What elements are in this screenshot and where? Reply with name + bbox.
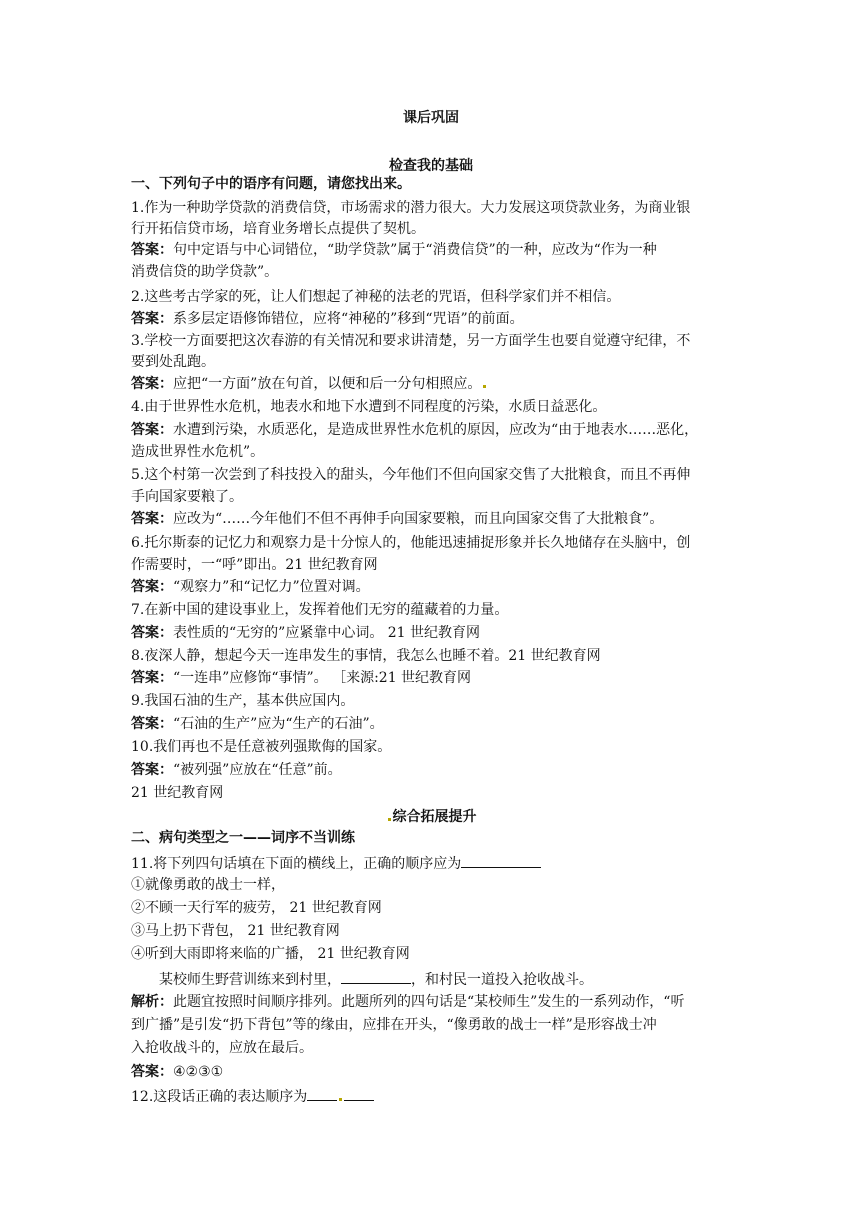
analysis11-line1 bbox=[131, 993, 684, 1011]
q6-line2: 作需要时，一“呼”即出。21 世纪教育网 bbox=[131, 557, 378, 573]
q5-line1: 5.这个村第一次尝到了科技投入的甜头，今年他们不但向国家交售了大批粮食，而且不再伸 bbox=[131, 467, 691, 483]
analysis-label: 解析： bbox=[131, 994, 173, 1010]
a1-text: 句中定语与中心词错位，“助学贷款”属于“消费信贷”的一种，应改为“作为一种 bbox=[173, 242, 657, 258]
section-heading-basics: 检查我的基础 bbox=[389, 158, 473, 174]
analysis11-line2: 到广播”是引发“扔下背包”等的缘由，应排在开头，“像勇敢的战士一样”是形容战士冲 bbox=[131, 1017, 657, 1033]
q5-line2: 手向国家要粮了。 bbox=[131, 489, 243, 505]
a7 bbox=[131, 624, 480, 642]
part1-heading: 一、下列句子中的语序有问题，请您找出来。 bbox=[131, 176, 411, 192]
q3-line1: 3.学校一方面要把这次春游的有关情况和要求讲清楚，另一方面学生也要自觉遵守纪律，不 bbox=[131, 333, 691, 349]
q11 bbox=[131, 853, 541, 873]
q11-option-3: ③马上扔下背包， 21 世纪教育网 bbox=[131, 923, 340, 939]
analysis11-text: 此题宜按照时间顺序排列。此题所列的四句话是“某校师生”发生的一系列动作，“听 bbox=[173, 994, 685, 1010]
q1-line1: 1.作为一种助学贷款的消费信贷，市场需求的潜力很大。大力发展这项贷款业务，为商业银 bbox=[131, 200, 691, 216]
part2-heading: 二、病句类型之一——词序不当训练 bbox=[131, 830, 355, 846]
a2 bbox=[131, 310, 524, 328]
q8: 8.夜深人静，想起今天一连串发生的事情，我怎么也睡不着。21 世纪教育网 bbox=[131, 648, 601, 664]
a6-text: “观察力”和“记忆力”位置对调。 bbox=[173, 579, 370, 595]
q1-line2: 行开拓信贷市场，培育业务增长点提供了契机。 bbox=[131, 221, 425, 237]
page-title: 课后巩固 bbox=[403, 110, 459, 126]
answer-label: 答案： bbox=[131, 625, 173, 641]
a4-text: 水遭到污染，水质恶化，是造成世界性水危机的原因，应改为“由于地表水……恶化， bbox=[173, 422, 699, 438]
q4: 4.由于世界性水危机，地表水和地下水遭到不同程度的污染，水质日益恶化。 bbox=[131, 399, 607, 415]
a5 bbox=[131, 510, 663, 528]
q12 bbox=[131, 1086, 374, 1106]
section2-text: 综合拓展提升 bbox=[392, 809, 477, 825]
answer-blank[interactable] bbox=[461, 853, 541, 868]
a10 bbox=[131, 761, 342, 779]
a6 bbox=[131, 578, 370, 596]
q11-sentence bbox=[131, 969, 593, 989]
answer-label: 答案： bbox=[131, 511, 173, 527]
a10-text: “被列强”应放在“任意”前。 bbox=[173, 762, 342, 778]
answer-label: 答案： bbox=[131, 762, 173, 778]
marker-dot bbox=[339, 1098, 342, 1101]
a1-line1 bbox=[131, 241, 657, 259]
q3-line2: 要到处乱跑。 bbox=[131, 354, 215, 370]
a4-line1 bbox=[131, 421, 698, 439]
answer-blank-a[interactable] bbox=[307, 1086, 337, 1101]
marker-dot bbox=[388, 818, 391, 821]
q2: 2.这些考古学家的死，让人们想起了神秘的法老的咒语，但科学家们并不相信。 bbox=[131, 289, 621, 305]
a11 bbox=[131, 1063, 223, 1081]
a3 bbox=[131, 375, 488, 393]
a9-text: “石油的生产”应为“生产的石油”。 bbox=[173, 716, 384, 732]
a2-text: 系多层定语修饰错位，应将“神秘的”移到“咒语”的前面。 bbox=[173, 311, 524, 327]
a1-line2: 消费信贷的助学贷款”。 bbox=[131, 264, 279, 280]
answer-label: 答案： bbox=[131, 376, 173, 392]
q6-line1: 6.托尔斯泰的记忆力和观察力是十分惊人的，他能迅速捕捉形象并长久地储存在头脑中，创 bbox=[131, 535, 691, 551]
answer-label: 答案： bbox=[131, 242, 173, 258]
marker-dot bbox=[483, 385, 486, 388]
q11-option-4: ④听到大雨即将来临的广播， 21 世纪教育网 bbox=[131, 946, 410, 962]
q11-sentence-end: ，和村民一道投入抢收战斗。 bbox=[411, 972, 593, 988]
answer-label: 答案： bbox=[131, 311, 173, 327]
answer-label: 答案： bbox=[131, 579, 173, 595]
a7-text: 表性质的“无穷的”应紧靠中心词。 21 世纪教育网 bbox=[173, 625, 481, 641]
a8-text: “一连串”应修饰“事情”。 ［来源:21 世纪教育网 bbox=[173, 670, 472, 686]
a4-line2: 造成世界性水危机”。 bbox=[131, 444, 265, 460]
q12-text: 12.这段话正确的表达顺序为 bbox=[131, 1089, 308, 1105]
q11-option-2: ②不顾一天行军的疲劳， 21 世纪教育网 bbox=[131, 900, 382, 916]
a8 bbox=[131, 669, 471, 687]
fill-blank[interactable] bbox=[341, 969, 411, 984]
section-heading-extension bbox=[131, 806, 731, 826]
a3-text: 应把“一方面”放在句首，以便和后一分句相照应。 bbox=[173, 376, 482, 392]
answer-blank-b[interactable] bbox=[344, 1086, 374, 1101]
a9 bbox=[131, 715, 384, 733]
q10: 10.我们再也不是任意被列强欺侮的国家。 bbox=[131, 739, 392, 755]
q7: 7.在新中国的建设事业上，发挥着他们无穷的蕴藏着的力量。 bbox=[131, 602, 509, 618]
a11-text: ④②③① bbox=[173, 1064, 224, 1080]
q11-text: 11.将下列四句话填在下面的横线上，正确的顺序应为 bbox=[131, 856, 462, 872]
answer-label: 答案： bbox=[131, 1064, 173, 1080]
q11-option-1: ①就像勇敢的战士一样， bbox=[131, 877, 285, 893]
analysis11-line3: 入抢收战斗的，应放在最后。 bbox=[131, 1040, 313, 1056]
q11-sentence-start: 某校师生野营训练来到村里， bbox=[159, 972, 341, 988]
answer-label: 答案： bbox=[131, 716, 173, 732]
a5-text: 应改为“……今年他们不但不再伸手向国家要粮，而且向国家交售了大批粮食”。 bbox=[173, 511, 664, 527]
watermark-line: 21 世纪教育网 bbox=[131, 785, 224, 801]
answer-label: 答案： bbox=[131, 422, 173, 438]
answer-label: 答案： bbox=[131, 670, 173, 686]
q9: 9.我国石油的生产，基本供应国内。 bbox=[131, 693, 355, 709]
